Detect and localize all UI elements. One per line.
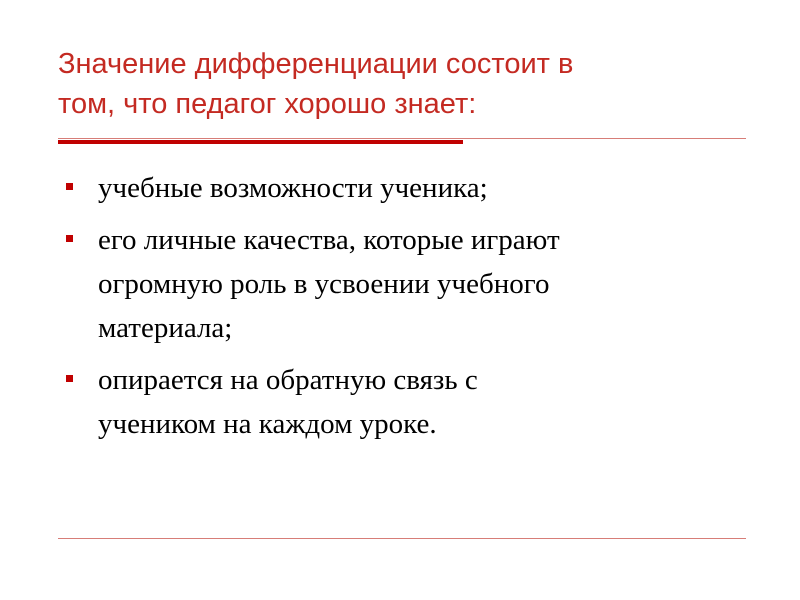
square-bullet-icon [66, 183, 73, 190]
slide-title-line: Значение дифференциации состоит в [58, 48, 574, 80]
square-bullet-icon [66, 375, 73, 382]
bullet-text-line: учеником на каждом уроке. [98, 408, 437, 440]
bullet-item [58, 166, 758, 210]
bullet-item [58, 358, 758, 446]
title-divider-accent [58, 140, 463, 144]
slide-title [58, 44, 758, 124]
title-divider-thin [58, 138, 746, 139]
footer-divider [58, 538, 746, 539]
bullet-text-line: опирается на обратную связь с [98, 364, 478, 396]
slide-title-line: том, что педагог хорошо знает: [58, 88, 477, 120]
square-bullet-icon [66, 235, 73, 242]
bullet-text-line: материала; [98, 312, 233, 344]
bullet-text-line: огромную роль в усвоении учебного [98, 268, 550, 300]
bullet-text-line: его личные качества, которые играют [98, 224, 560, 256]
bullet-text-line: учебные возможности ученика; [98, 172, 488, 204]
bullet-list [58, 166, 758, 454]
bullet-item [58, 218, 758, 350]
